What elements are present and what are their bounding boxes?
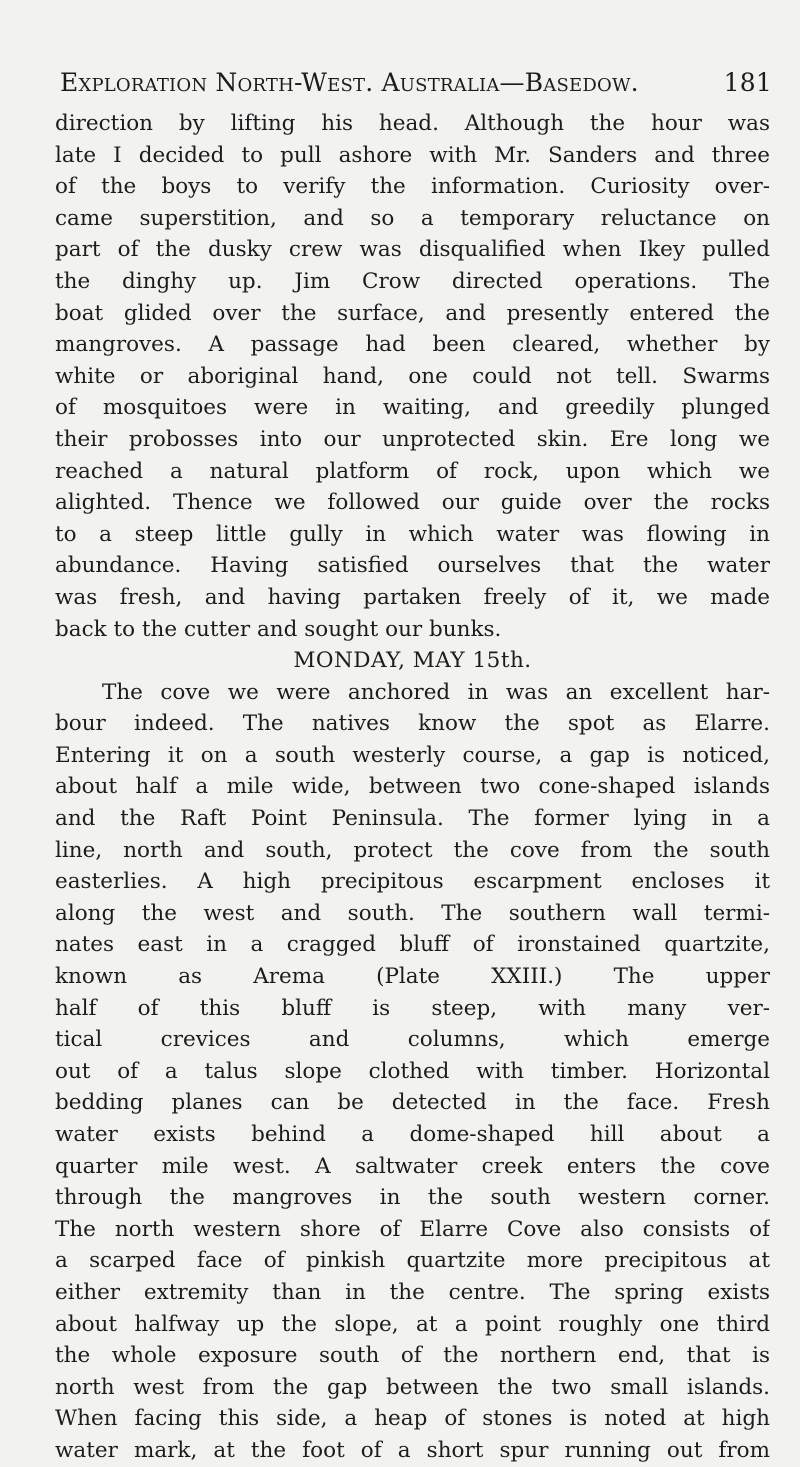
- text-line: a scarped face of pinkish quartzite more precipitous at: [55, 1248, 770, 1274]
- text-line: and the Raft Point Peninsula. The former lying in a: [55, 806, 770, 832]
- text-line: part of the dusky crew was disqualified when Ikey pulled: [55, 237, 770, 263]
- text-line: alighted. Thence we followed our guide over the rocks: [55, 490, 770, 516]
- text-line: either extremity than in the centre. The spring exists: [55, 1279, 770, 1305]
- text-line: tical crevices and columns, which emerge: [55, 1027, 770, 1053]
- text-line: back to the cutter and sought our bunks.: [55, 616, 502, 642]
- text-line: was fresh, and having partaken freely of it, we made: [55, 584, 770, 610]
- text-line: abundance. Having satisfied ourselves that the water: [55, 553, 770, 579]
- text-line: the dinghy up. Jim Crow directed operations. The: [55, 268, 770, 294]
- text-line: mangroves. A passage had been cleared, whether by: [55, 332, 770, 358]
- text-line: about halfway up the slope, at a point roughly one third: [55, 1311, 770, 1337]
- text-line: boat glided over the surface, and presently entered the: [55, 300, 770, 326]
- text-line: to a steep little gully in which water was flowing in: [55, 521, 770, 547]
- text-line: The cove we were anchored in was an excellent har-: [102, 679, 770, 705]
- text-line: came superstition, and so a temporary reluctance on: [55, 205, 770, 231]
- text-line: north west from the gap between the two small islands.: [55, 1374, 770, 1400]
- text-line: bour indeed. The natives know the spot as Elarre.: [55, 711, 770, 737]
- text-line: reached a natural platform of rock, upon which we: [55, 458, 770, 484]
- text-line: of mosquitoes were in waiting, and greedily plunged: [55, 395, 770, 421]
- text-line: When facing this side, a heap of stones is noted at high: [55, 1406, 770, 1432]
- text-line: the whole exposure south of the northern end, that is: [55, 1343, 770, 1369]
- running-head-title: Exploration North-West. Australia—Basedow.: [60, 68, 639, 97]
- text-line: The north western shore of Elarre Cove also consists of: [55, 1216, 770, 1242]
- text-line: late I decided to pull ashore with Mr. Sanders and three: [55, 142, 770, 168]
- text-line: easterlies. A high precipitous escarpment encloses it: [55, 869, 770, 895]
- text-line: along the west and south. The southern wall termi-: [55, 900, 770, 926]
- text-line: quarter mile west. A saltwater creek enters the cove: [55, 1153, 770, 1179]
- text-line: direction by lifting his head. Although the hour was: [55, 111, 770, 136]
- section-heading: MONDAY, MAY 15th.: [293, 648, 532, 674]
- text-line: of the boys to verify the information. Curiosity over-: [55, 174, 770, 200]
- running-head: [60, 66, 772, 100]
- text-line: bedding planes can be detected in the face. Fresh: [55, 1090, 770, 1116]
- page-number: 181: [723, 68, 772, 97]
- text-line: water exists behind a dome-shaped hill about a: [55, 1122, 770, 1147]
- text-line: through the mangroves in the south western corner.: [55, 1185, 770, 1211]
- paragraph: [55, 677, 770, 1467]
- text-line: out of a talus slope clothed with timber. Horizontal: [55, 1058, 770, 1084]
- text-line: known as Arema (Plate XXIII.) The upper: [55, 964, 770, 990]
- text-line: water mark, at the foot of a short spur running out from: [55, 1437, 770, 1463]
- text-line: line, north and south, protect the cove from the south: [55, 837, 770, 863]
- paragraph-continued: [55, 108, 770, 645]
- text-line: half of this bluff is steep, with many ver-: [55, 995, 770, 1021]
- text-line: their probosses into our unprotected skin. Ere long we: [55, 426, 770, 452]
- text-line: white or aboriginal hand, one could not tell. Swarms: [55, 363, 770, 389]
- body-text: [55, 108, 770, 1467]
- text-line: nates east in a cragged bluff of ironstained quartzite,: [55, 932, 770, 958]
- text-line: Entering it on a south westerly course, a gap is noticed,: [55, 742, 770, 768]
- text-line: about half a mile wide, between two cone-shaped islands: [55, 774, 770, 800]
